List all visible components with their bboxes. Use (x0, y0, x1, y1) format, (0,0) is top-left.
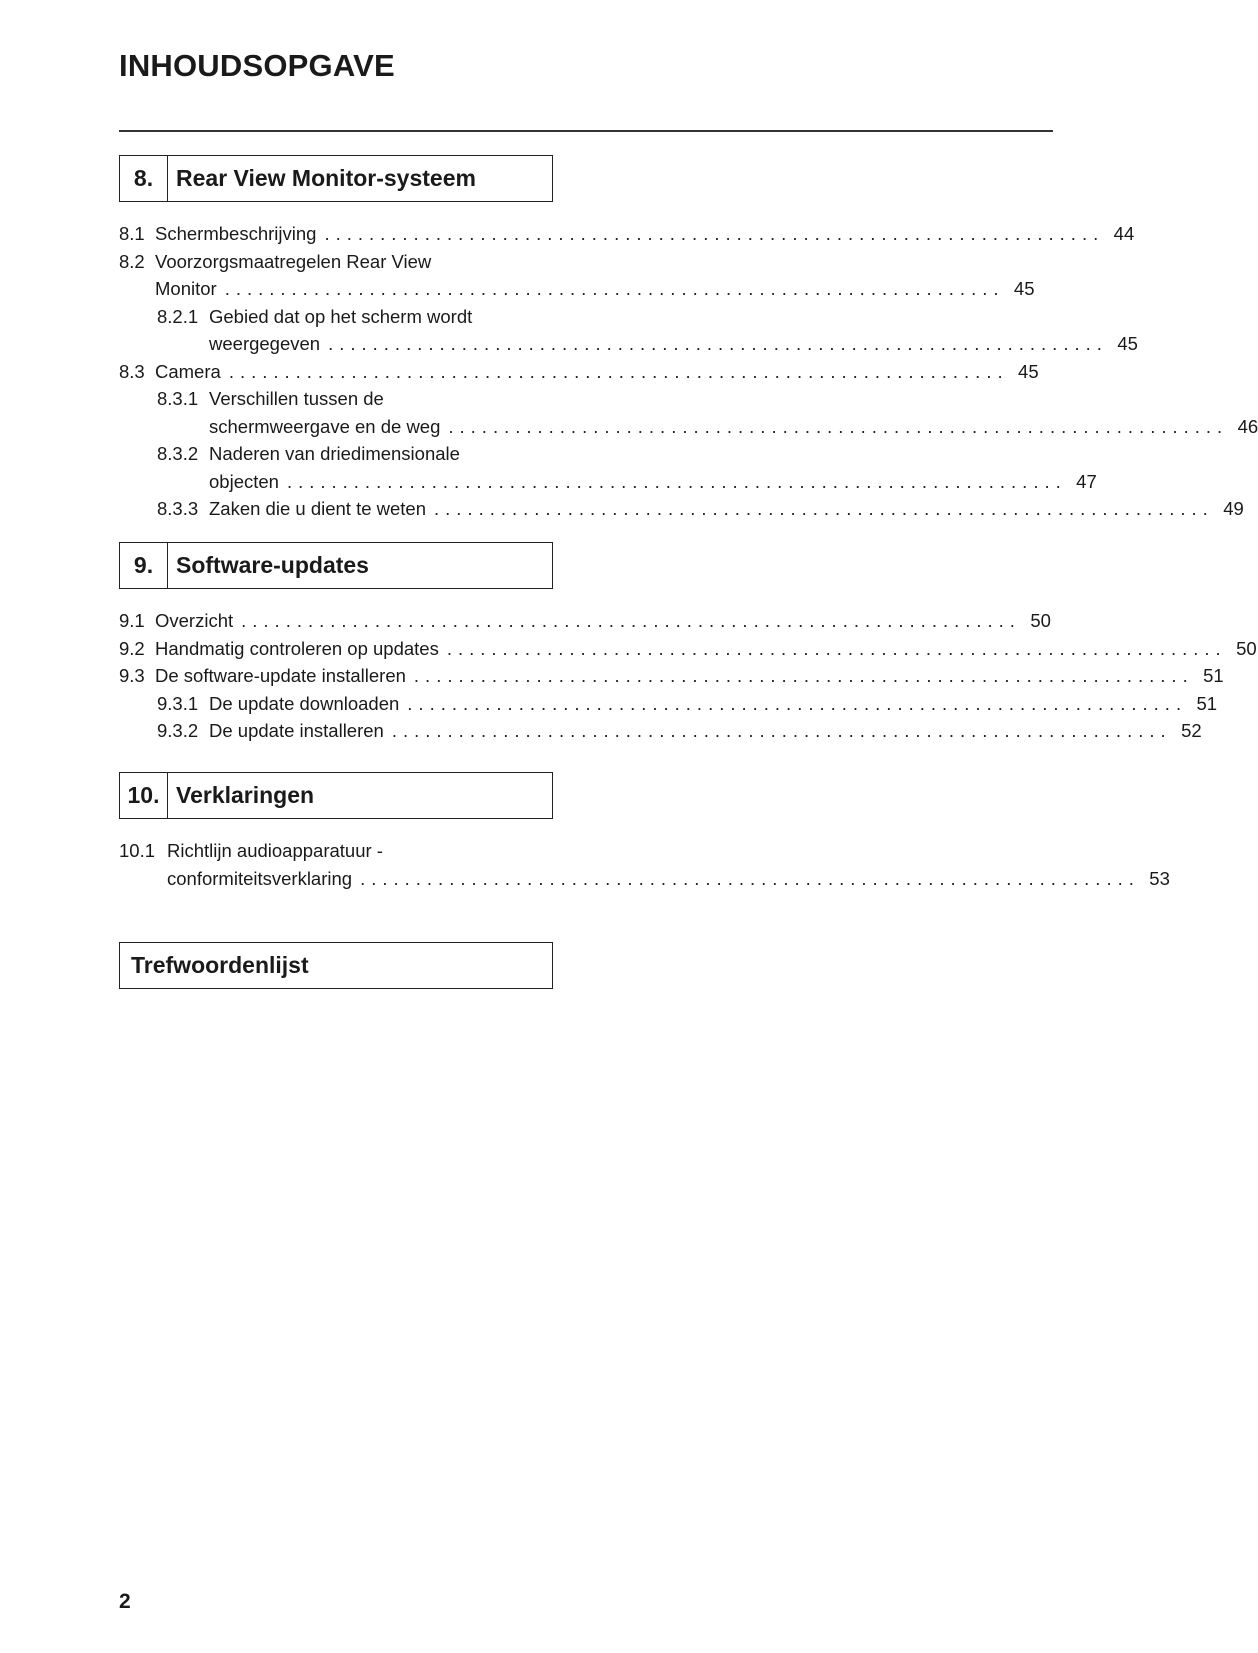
dot-leader: ...................................................................... (328, 333, 1108, 354)
chapter-heading[interactable] (119, 542, 553, 589)
entry-title-continued: Monitor (155, 278, 217, 299)
chapter-section-8 (119, 155, 1258, 523)
entry-page: 53 (1149, 867, 1170, 889)
entry-number: 8.2.1 (157, 305, 199, 327)
dot-leader: ...................................................................... (446, 637, 1227, 659)
toc-entries (119, 837, 1170, 892)
toc-entry[interactable] (119, 662, 1224, 690)
entry-number: 8.3.1 (157, 388, 199, 409)
chapter-number: 8. (120, 156, 168, 201)
entry-page: 45 (1018, 360, 1039, 382)
title-divider (119, 130, 1053, 132)
dot-leader: ...................................................................... (413, 665, 1194, 686)
entry-title: Zaken die u dient te weten (209, 498, 427, 519)
entry-title: Overzicht (155, 610, 234, 631)
toc-entry[interactable] (119, 303, 1138, 358)
chapter-title: Rear View Monitor-systeem (176, 165, 476, 191)
chapter-number: 10. (120, 773, 168, 818)
entry-title: De update installeren (209, 720, 384, 741)
toc-entry[interactable] (119, 220, 1135, 248)
toc-entry[interactable] (119, 717, 1202, 745)
entry-title: Schermbeschrijving (155, 223, 317, 244)
entry-page: 44 (1113, 223, 1135, 244)
entry-title: Gebied dat op het scherm wordt (209, 305, 473, 327)
dot-leader: ...................................................................... (324, 223, 1105, 244)
entry-title-continued: conformiteitsverklaring (167, 867, 353, 889)
entry-page: 49 (1223, 498, 1244, 519)
chapter-heading[interactable] (119, 155, 553, 202)
entry-number: 8.1 (119, 223, 145, 244)
entry-title: De update downloaden (209, 692, 400, 714)
entry-title: Richtlijn audioapparatuur - (167, 840, 383, 861)
entry-number: 9.1 (119, 610, 145, 631)
entry-page: 52 (1181, 720, 1202, 741)
entry-number: 8.3.3 (157, 498, 199, 519)
toc-entry[interactable] (119, 635, 1257, 663)
toc-entry[interactable] (119, 690, 1218, 718)
chapter-title: Verklaringen (176, 782, 315, 808)
toc-entry[interactable] (119, 440, 1097, 495)
entry-title: Handmatig controleren op updates (155, 637, 439, 659)
index-title: Trefwoordenlijst (131, 952, 309, 978)
dot-leader: ...................................................................... (241, 610, 1021, 631)
toc-entries (119, 607, 1257, 745)
chapter-heading[interactable] (119, 772, 553, 819)
entry-page: 46 (1237, 415, 1258, 437)
entry-number: 8.3 (119, 360, 145, 382)
dot-leader: ...................................................................... (360, 867, 1140, 889)
chapter-title: Software-updates (176, 552, 369, 578)
dot-leader: ...................................................................... (286, 470, 1067, 492)
entry-number: 9.3.2 (157, 720, 199, 741)
dot-leader: ...................................................................... (391, 720, 1172, 741)
index-section (119, 942, 553, 989)
entry-number: 9.3 (119, 665, 145, 686)
entry-number: 10.1 (119, 840, 156, 861)
chapter-number: 9. (120, 543, 168, 588)
entry-title-continued: objecten (209, 470, 279, 492)
entry-number: 9.2 (119, 637, 145, 659)
entry-title: De software-update installeren (155, 665, 406, 686)
toc-entry[interactable] (119, 358, 1039, 386)
entry-title: Camera (155, 360, 221, 382)
entry-number: 8.2 (119, 250, 145, 272)
toc-entry[interactable] (119, 607, 1051, 635)
entry-page: 50 (1030, 610, 1051, 631)
toc-entry[interactable] (119, 248, 1035, 303)
dot-leader: ...................................................................... (224, 278, 1005, 299)
entry-title-continued: schermweergave en de weg (209, 415, 441, 437)
entry-title-continued: weergegeven (209, 333, 321, 354)
toc-entry[interactable] (119, 837, 1170, 892)
page-title: INHOUDSOPGAVE (119, 48, 395, 83)
entry-page: 45 (1117, 333, 1138, 354)
entry-number: 9.3.1 (157, 692, 199, 714)
entry-page: 45 (1013, 278, 1035, 299)
dot-leader: ...................................................................... (407, 692, 1188, 714)
toc-entries (119, 220, 1258, 523)
chapter-section-10 (119, 772, 1170, 892)
entry-title: Voorzorgsmaatregelen Rear View (155, 250, 432, 272)
toc-entry[interactable] (119, 495, 1244, 523)
entry-page: 51 (1196, 692, 1218, 714)
entry-page: 50 (1236, 637, 1257, 659)
dot-leader: ...................................................................... (448, 415, 1229, 437)
toc-entry[interactable] (119, 385, 1258, 440)
entry-page: 51 (1203, 665, 1224, 686)
dot-leader: ...................................................................... (434, 498, 1214, 519)
dot-leader: ...................................................................... (228, 360, 1009, 382)
chapter-section-9 (119, 542, 1257, 745)
entry-title: Verschillen tussen de (209, 388, 384, 409)
entry-page: 47 (1076, 470, 1097, 492)
entry-title: Naderen van driedimensionale (209, 443, 460, 464)
index-heading[interactable] (119, 942, 553, 989)
page-number: 2 (119, 1590, 131, 1613)
entry-number: 8.3.2 (157, 443, 199, 464)
